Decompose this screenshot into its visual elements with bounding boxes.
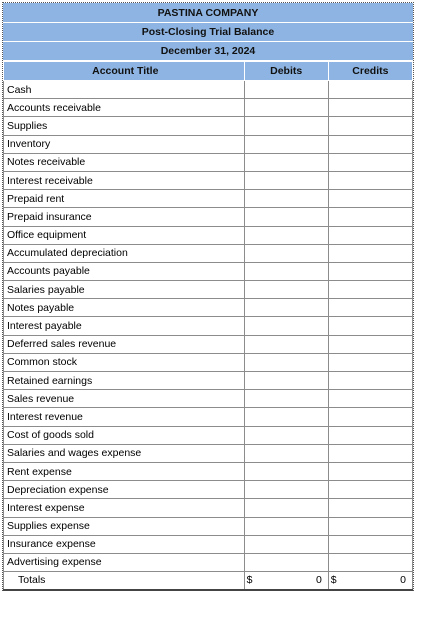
- debit-input-cell[interactable]: [244, 390, 328, 408]
- credit-input-cell[interactable]: [328, 153, 412, 171]
- account-title-cell: Interest receivable: [4, 171, 245, 189]
- currency-symbol: $: [246, 574, 253, 587]
- account-row: [4, 135, 413, 153]
- credit-input-cell[interactable]: [328, 226, 412, 244]
- account-row: [4, 426, 413, 444]
- account-title-cell: Retained earnings: [4, 372, 245, 390]
- account-title-cell: Sales revenue: [4, 390, 245, 408]
- debit-input-cell[interactable]: [244, 190, 328, 208]
- account-row: [4, 517, 413, 535]
- account-title-cell: Prepaid rent: [4, 190, 245, 208]
- account-title-cell: Salaries payable: [4, 281, 245, 299]
- account-title-cell: Supplies expense: [4, 517, 245, 535]
- account-title-cell: Supplies: [4, 117, 245, 135]
- debit-input-cell[interactable]: [244, 481, 328, 499]
- account-row: [4, 153, 413, 171]
- debit-input-cell[interactable]: [244, 208, 328, 226]
- account-title-cell: Accounts receivable: [4, 99, 245, 117]
- currency-symbol: $: [330, 574, 337, 587]
- account-row: [4, 481, 413, 499]
- debit-input-cell[interactable]: [244, 499, 328, 517]
- column-header-row: [4, 62, 413, 81]
- debit-input-cell[interactable]: [244, 553, 328, 571]
- debit-input-cell[interactable]: [244, 317, 328, 335]
- trial-balance-table: [3, 61, 413, 591]
- account-row: [4, 81, 413, 99]
- credit-input-cell[interactable]: [328, 281, 412, 299]
- account-row: [4, 390, 413, 408]
- credit-input-cell[interactable]: [328, 462, 412, 480]
- credit-input-cell[interactable]: [328, 117, 412, 135]
- credit-input-cell[interactable]: [328, 208, 412, 226]
- debit-input-cell[interactable]: [244, 517, 328, 535]
- account-row: [4, 99, 413, 117]
- debit-input-cell[interactable]: [244, 372, 328, 390]
- credit-input-cell[interactable]: [328, 553, 412, 571]
- credit-input-cell[interactable]: [328, 99, 412, 117]
- credit-input-cell[interactable]: [328, 244, 412, 262]
- credit-input-cell[interactable]: [328, 299, 412, 317]
- totals-label: Totals: [4, 572, 245, 590]
- company-name: PASTINA COMPANY: [3, 3, 413, 23]
- debit-input-cell[interactable]: [244, 262, 328, 280]
- debit-input-cell[interactable]: [244, 153, 328, 171]
- account-row: [4, 499, 413, 517]
- total-debits-value: 0: [315, 574, 322, 587]
- credit-input-cell[interactable]: [328, 499, 412, 517]
- debit-input-cell[interactable]: [244, 426, 328, 444]
- account-row: [4, 208, 413, 226]
- account-row: [4, 408, 413, 426]
- credit-input-cell[interactable]: [328, 481, 412, 499]
- account-title-header: Account Title: [4, 62, 245, 81]
- debit-input-cell[interactable]: [244, 335, 328, 353]
- account-title-cell: Office equipment: [4, 226, 245, 244]
- account-title-cell: Accumulated depreciation: [4, 244, 245, 262]
- credit-input-cell[interactable]: [328, 408, 412, 426]
- account-title-cell: Notes receivable: [4, 153, 245, 171]
- credit-input-cell[interactable]: [328, 444, 412, 462]
- account-title-cell: Interest revenue: [4, 408, 245, 426]
- account-row: [4, 281, 413, 299]
- trial-balance-sheet: [2, 2, 414, 591]
- total-credits-cell: [328, 572, 412, 590]
- account-title-cell: Accounts payable: [4, 262, 245, 280]
- account-title-cell: Deferred sales revenue: [4, 335, 245, 353]
- account-row: [4, 171, 413, 189]
- debit-input-cell[interactable]: [244, 353, 328, 371]
- account-row: [4, 444, 413, 462]
- credit-input-cell[interactable]: [328, 135, 412, 153]
- credit-input-cell[interactable]: [328, 372, 412, 390]
- debit-input-cell[interactable]: [244, 99, 328, 117]
- account-title-cell: Advertising expense: [4, 553, 245, 571]
- account-title-cell: Depreciation expense: [4, 481, 245, 499]
- account-row: [4, 462, 413, 480]
- account-row: [4, 226, 413, 244]
- debit-input-cell[interactable]: [244, 444, 328, 462]
- account-row: [4, 299, 413, 317]
- debit-input-cell[interactable]: [244, 244, 328, 262]
- debit-input-cell[interactable]: [244, 408, 328, 426]
- account-row: [4, 244, 413, 262]
- account-row: [4, 262, 413, 280]
- statement-date: December 31, 2024: [3, 42, 413, 61]
- debit-input-cell[interactable]: [244, 535, 328, 553]
- account-row: [4, 353, 413, 371]
- account-title-cell: Insurance expense: [4, 535, 245, 553]
- credit-input-cell[interactable]: [328, 535, 412, 553]
- debit-input-cell[interactable]: [244, 462, 328, 480]
- credit-input-cell[interactable]: [328, 517, 412, 535]
- account-title-cell: Interest expense: [4, 499, 245, 517]
- account-row: [4, 190, 413, 208]
- account-row: [4, 372, 413, 390]
- credit-input-cell[interactable]: [328, 390, 412, 408]
- credits-header: Credits: [328, 62, 412, 81]
- credit-input-cell[interactable]: [328, 335, 412, 353]
- account-row: [4, 335, 413, 353]
- debits-header: Debits: [244, 62, 328, 81]
- account-title-cell: Common stock: [4, 353, 245, 371]
- totals-row: [4, 572, 413, 590]
- account-title-cell: Salaries and wages expense: [4, 444, 245, 462]
- account-title-cell: Cost of goods sold: [4, 426, 245, 444]
- account-title-cell: Rent expense: [4, 462, 245, 480]
- credit-input-cell[interactable]: [328, 317, 412, 335]
- debit-input-cell[interactable]: [244, 299, 328, 317]
- debit-input-cell[interactable]: [244, 226, 328, 244]
- account-title-cell: Notes payable: [4, 299, 245, 317]
- account-row: [4, 553, 413, 571]
- debit-input-cell[interactable]: [244, 171, 328, 189]
- debit-input-cell[interactable]: [244, 81, 328, 99]
- account-row: [4, 317, 413, 335]
- debit-input-cell[interactable]: [244, 281, 328, 299]
- account-title-cell: Interest payable: [4, 317, 245, 335]
- debit-input-cell[interactable]: [244, 117, 328, 135]
- account-title-cell: Cash: [4, 81, 245, 99]
- statement-title: Post-Closing Trial Balance: [3, 23, 413, 42]
- credit-input-cell[interactable]: [328, 262, 412, 280]
- total-credits-value: 0: [400, 574, 406, 587]
- account-title-cell: Prepaid insurance: [4, 208, 245, 226]
- credit-input-cell[interactable]: [328, 171, 412, 189]
- credit-input-cell[interactable]: [328, 426, 412, 444]
- account-row: [4, 117, 413, 135]
- debit-input-cell[interactable]: [244, 135, 328, 153]
- credit-input-cell[interactable]: [328, 81, 412, 99]
- credit-input-cell[interactable]: [328, 353, 412, 371]
- total-debits-cell: [244, 572, 328, 590]
- account-row: [4, 535, 413, 553]
- credit-input-cell[interactable]: [328, 190, 412, 208]
- account-title-cell: Inventory: [4, 135, 245, 153]
